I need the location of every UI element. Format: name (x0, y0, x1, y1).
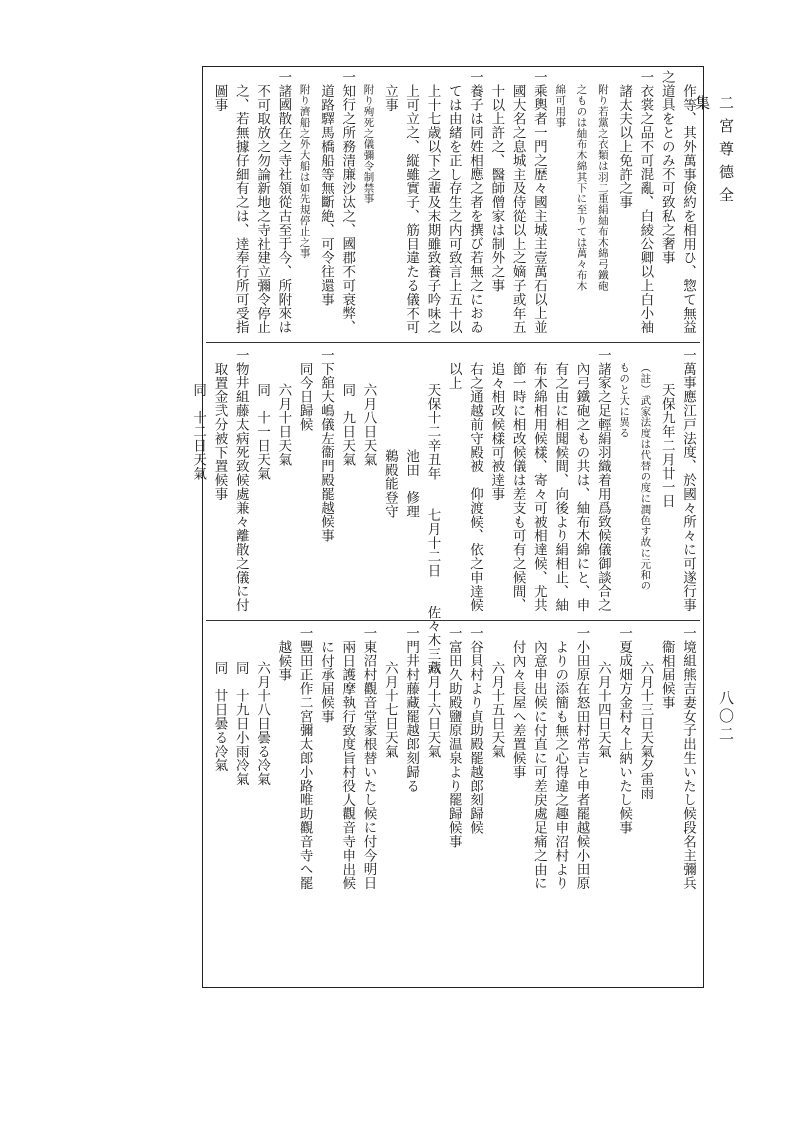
text-column: 一萬事應江戸法度、於國々所々に可遂行事 (680, 348, 696, 613)
text-column: 上可立之、縦雖實子、筋目違たる儀不可 (403, 83, 420, 334)
text-column: 一諸國散在之寺社領從古至于今、所附來は (275, 70, 292, 335)
text-column: 一富田久助殿鹽原温泉より罷歸候事 (445, 626, 462, 849)
text-column: 以上 (445, 361, 462, 390)
text-column: 同 十二日天氣 (190, 383, 207, 481)
text-column: 一衣裳之品不可混亂、白綾公卿以上白小袖 (637, 70, 654, 335)
text-column: ものと大に異る (618, 361, 631, 438)
text-column: 同 十一日天氣 (254, 383, 271, 481)
text-column: 追々相改候樣可被逹事 (488, 361, 505, 501)
text-column: 一谷貝村より貞助殿罷越郎刻歸候 (467, 626, 484, 835)
text-column: 十以上許之、醫師僧家は制外之事 (488, 83, 505, 292)
text-column: 一境組熊吉妻女子出生いたし候段名主彌兵 (680, 626, 696, 891)
text-column: 附り若黨之衣類は羽二重絹紬布木綿弓鐵砲 (596, 83, 609, 291)
text-column: 天保九年二月廿一日 (658, 383, 675, 509)
text-column: 附り濟船之外大船は如先規停止之事 (298, 83, 311, 259)
text-column: 六月八日天氣 (360, 383, 377, 467)
text-column: 越候事 (275, 639, 292, 682)
text-column: （註）武家法度は代替の度に潤色す故に元和の (639, 361, 652, 591)
text-column: 內弓鐵砲之もの共は、紬布木綿にと、申 (573, 361, 590, 612)
text-column: 上十七歳以下之輩及末期雖致養子吟味之 (424, 83, 441, 334)
text-column: 六月十四日天氣 (594, 661, 611, 759)
text-column: 一下舘大嶋儀左衞門殿罷越候事 (317, 348, 334, 543)
text-column: 一夏成畑方金村々上納いたし候事 (616, 626, 633, 835)
text-column: 六月十三日天氣夕雷雨 (637, 661, 654, 801)
text-column: 附り殉死之儀彌令制禁事 (362, 83, 375, 204)
text-column: 立事 (381, 83, 398, 112)
text-column: 一東沼村觀音堂家根替いたし候に付今明日 (360, 626, 377, 891)
text-column: 節一時に相改候儀は差支も可有之候間、 (509, 361, 526, 612)
text-column: 圖事 (211, 83, 228, 112)
text-column: 之道具をとのみ不可致私之奢事 (658, 70, 675, 265)
text-column: 池田 修理 (403, 449, 420, 519)
text-column: 一乘輿者一門之歴々國主城主壹萬石以上並 (530, 70, 547, 335)
text-column: 國大名之息城主及侍從以上之嫡子或年五 (509, 83, 526, 334)
text-column: 一小田原在怒田村常吉と申者罷越候小田原 (573, 626, 590, 891)
text-column: 作等、其外萬事倹約を相用ひ、惣て無益 (680, 83, 696, 334)
text-block-bottom (208, 626, 698, 902)
text-column: 一知行之所務清廉沙汰之、國郡不可衰弊、 (339, 70, 356, 335)
text-column: 一門井村藤藏罷越郎刻歸る (403, 626, 420, 793)
text-column: 兩日護摩執行致度旨村役人觀音寺申出候 (339, 639, 356, 890)
text-column: 一諸家之足輕絹羽織着用爲致候儀御談合之 (594, 348, 611, 613)
page-number: 八〇二 (717, 690, 735, 744)
text-column: 同 十九日小雨冷氣 (232, 661, 249, 787)
text-column: 六月十五日天氣 (488, 661, 505, 759)
book-title: 二宮尊德全集 (693, 95, 735, 210)
text-column: 同 廿日曇る冷氣 (211, 661, 228, 773)
text-column: 六月十日天氣 (275, 383, 292, 467)
text-column: 綿可用事 (554, 83, 567, 128)
text-column: 天保十二辛丑年 七月十二日 佐々木三藏 (424, 383, 441, 675)
text-column: 衞相届候事 (658, 639, 675, 709)
text-column: 六月十六日天氣 (424, 661, 441, 759)
text-column: 之、若無據仔細有之は、逹奉行所可受指 (232, 83, 249, 334)
text-column: 內意申出候に付直に可差戻處足痛之由に (530, 639, 547, 890)
text-column: 諸太夫以上免許之事 (616, 83, 633, 209)
text-column: 鵜殿能登守 (381, 449, 398, 519)
text-column: 同今日歸候 (296, 361, 313, 431)
text-column: 六月十七日天氣 (381, 661, 398, 759)
text-column: 不可取放之勿論新地之寺社建立彌令停止 (254, 83, 271, 334)
text-column: 右之通越前守殿被 仰渡候、依之申逹候 (467, 361, 484, 612)
text-column: ては由緒を正し存生之内可致言上五十以 (445, 83, 462, 334)
text-column: 取置金弐分被下置候事 (211, 361, 228, 501)
text-column: よりの添簡も無之心得違之趣申沼村より (552, 639, 569, 890)
text-column: 之ものは紬布木綿其下に至りては萬々布木 (575, 83, 588, 291)
text-column: 付內々長屋へ差置候事 (509, 639, 526, 779)
text-column: 六月十八日曇る冷氣 (254, 661, 271, 787)
text-column: に付承届候事 (317, 639, 334, 723)
text-column: 布木綿相用候樣、寄々可被相達候、尤共 (530, 361, 547, 612)
text-column: 同 九日天氣 (339, 383, 356, 467)
text-column: 一豐田正作二宮彌太郎小路唯助觀音寺へ罷 (296, 626, 313, 891)
text-column: 道路驛馬橋船等無斷絶、可令往還事 (317, 83, 334, 306)
text-column: 一物井組藤太病死致候處兼々離散之儀に付 (232, 348, 249, 613)
text-column: 有之由に相聞候間、向後より絹相止、紬 (552, 361, 569, 612)
text-block-top (208, 70, 698, 346)
text-column: 一養子は同姓相應之者を撰び若無之におゐ (467, 70, 484, 335)
